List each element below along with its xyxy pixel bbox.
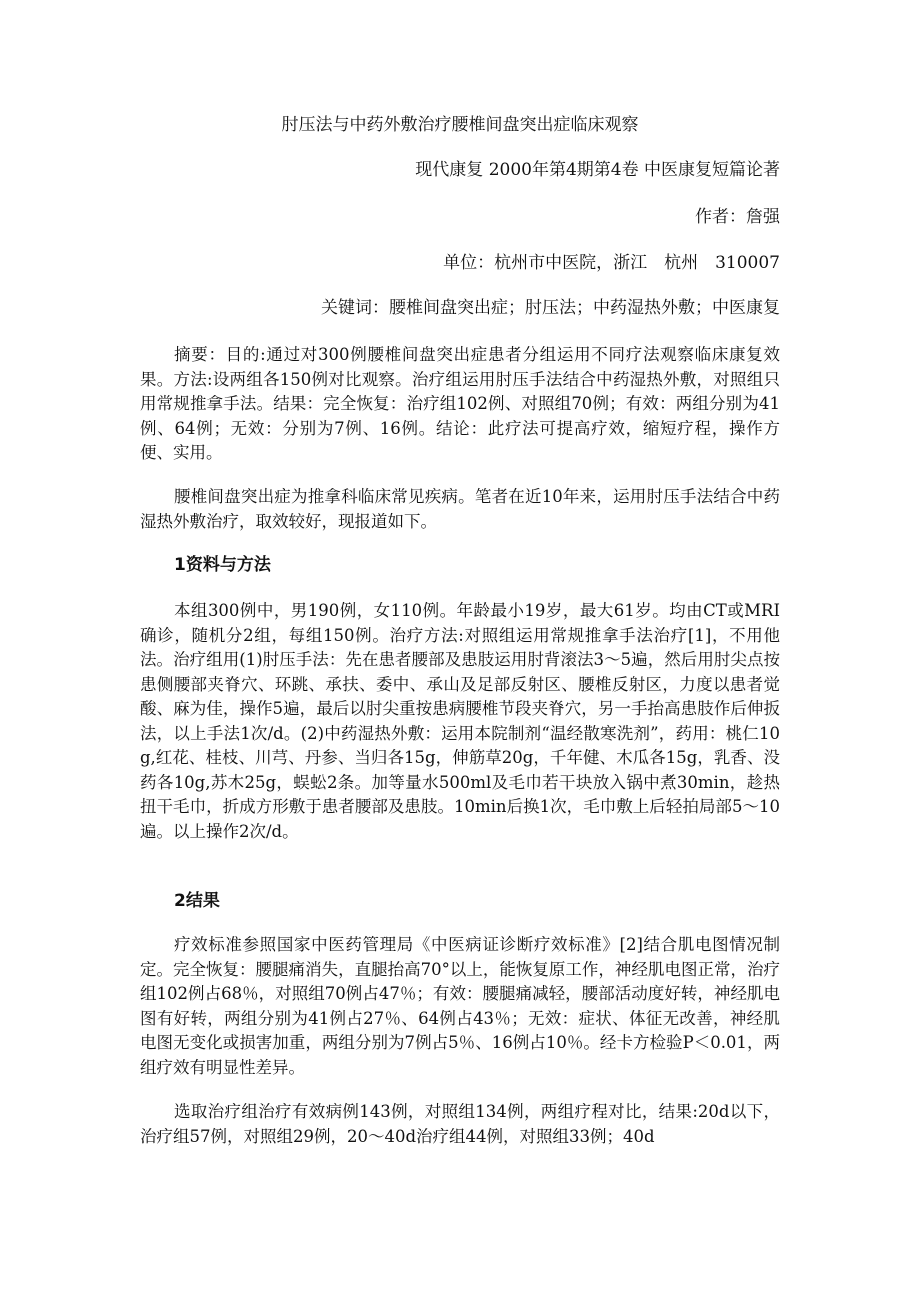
- results-paragraph: 疗效标准参照国家中医药管理局《中医病证诊断疗效标准》[2]结合肌电图情况制定。完全恢复：腰腿痛消失，直腿抬高70°以上，能恢复原工作，神经肌电图正常，治疗组102例占68％，对照组70例占47％；有效：腰腿痛减轻，腰部活动度好转，神经肌电图有好转，两组分别为41例占27％、64例占43％；无效：症状、体征无改善，神经肌电图无变化或损害加重，两组分别为7例占5％、16例占10％。经卡方检验P＜0.01，两组疗效有明显性差异。: [140, 935, 780, 1077]
- methods-paragraph: 本组300例中，男190例，女110例。年龄最小19岁，最大61岁。均由CT或MRI确诊，随机分2组，每组150例。治疗方法:对照组运用常规推拿手法治疗[1]，不用他法。治疗组用(1)肘压手法：先在患者腰部及患肢运用肘背滚法3～5遍，然后用肘尖点按患侧腰部夹脊穴、环跳、承扶、委中、承山及足部反射区、腰椎反射区，力度以患者觉酸、麻为佳，操作5遍，最后以肘尖重按患病腰椎节段夹脊穴，另一手抬高患肢作后伸扳法，以上手法1次/d。(2)中药湿热外敷：运用本院制剂“温经散寒洗剂”，药用：桃仁10g,红花、桂枝、川芎、丹参、当归各15g，伸筋草20g，千年健、木瓜各15g，乳香、没药各10g,苏木25g，蜈蚣2条。加等量水500ml及毛巾若干块放入锅中煮30min，趁热扭干毛巾，折成方形敷于患者腰部及患肢。10min后换1次，毛巾敷上后轻拍局部5～10遍。以上操作2次/d。: [140, 601, 780, 841]
- journal-source: 现代康复 2000年第4期第4卷 中医康复短篇论著: [415, 160, 780, 180]
- abstract-paragraph: 摘要：目的:通过对300例腰椎间盘突出症患者分组运用不同疗法观察临床康复效果。方法:设两组各150例对比观察。治疗组运用肘压手法结合中药湿热外敷，对照组只用常规推拿手法。结果：完全恢复：治疗组102例、对照组70例；有效：两组分别为41例、64例；无效：分别为7例、16例。结论：此疗法可提高疗效，缩短疗程，操作方便、实用。: [140, 345, 780, 462]
- author-line: 作者：詹强: [695, 207, 780, 227]
- affiliation-line: 单位：杭州市中医院，浙江 杭州 310007: [443, 253, 780, 273]
- section-heading-results: 2结果: [174, 891, 220, 911]
- results-paragraph-2: 选取治疗组治疗有效病例143例，对照组134例，两组疗程对比，结果:20d以下，治疗组57例，对照组29例，20～40d治疗组44例，对照组33例；40d: [140, 1102, 780, 1146]
- article-title: 肘压法与中药外敷治疗腰椎间盘突出症临床观察: [281, 115, 639, 135]
- section-heading-methods: 1资料与方法: [174, 555, 271, 575]
- intro-paragraph: 腰椎间盘突出症为推拿科临床常见疾病。笔者在近10年来，运用肘压手法结合中药湿热外敷治疗，取效较好，现报道如下。: [140, 487, 780, 531]
- keywords-line: 关键词：腰椎间盘突出症；肘压法；中药湿热外敷；中医康复: [321, 298, 780, 318]
